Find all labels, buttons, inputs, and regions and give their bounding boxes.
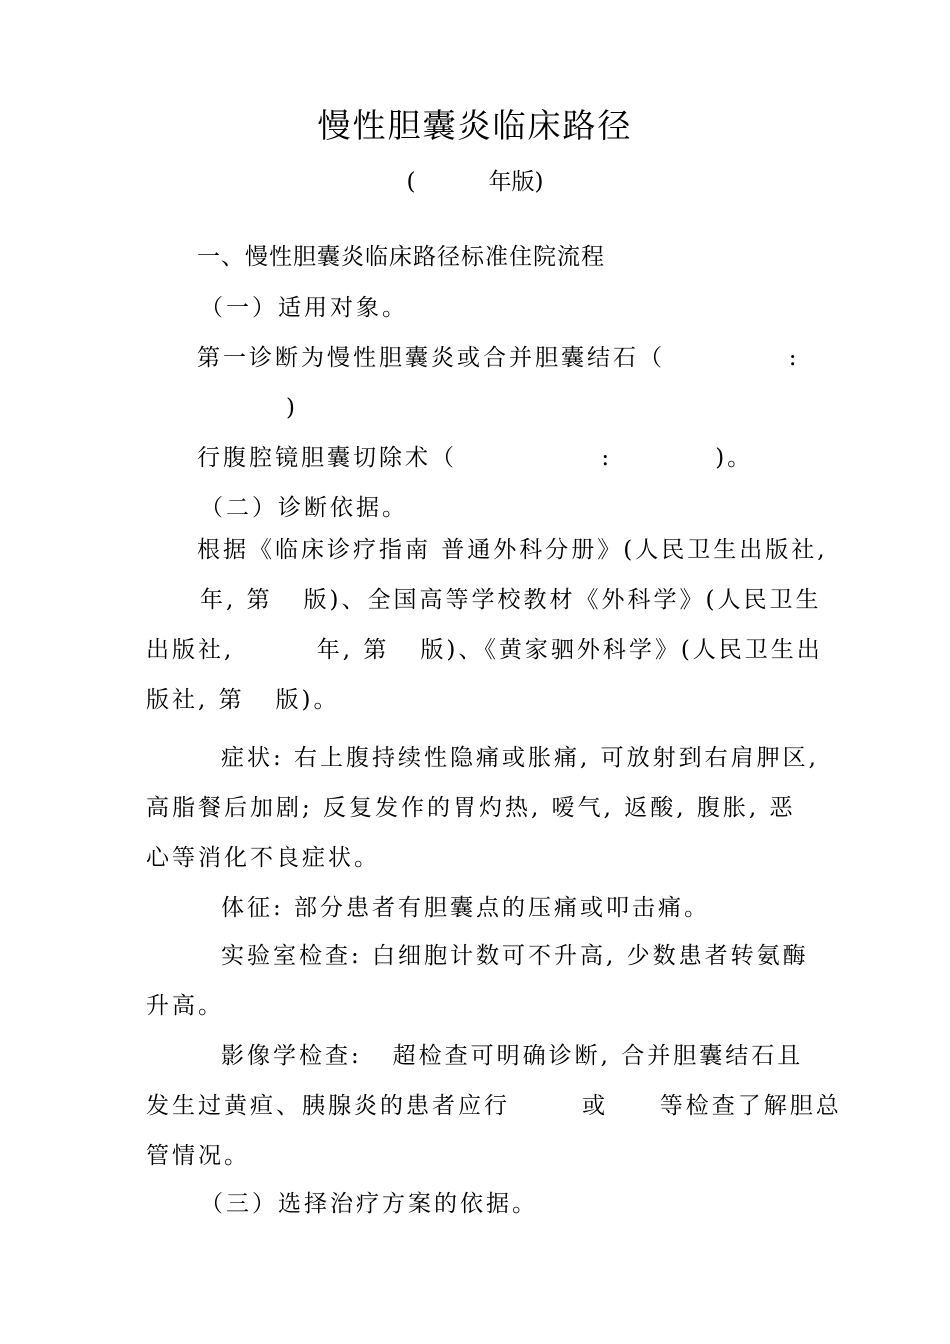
paragraph-line: 发生过黄疸、胰腺炎的患者应行 或 等检查了解胆总 bbox=[146, 1093, 842, 1119]
paragraph-line: 行腹腔镜胆囊切除术（ : )。 bbox=[197, 445, 754, 471]
paragraph-line: 管情况。 bbox=[146, 1143, 250, 1169]
paragraph-line: 症状: 右上腹持续性隐痛或胀痛, 可放射到右肩胛区, bbox=[221, 745, 819, 771]
section-heading-1: 一、慢性胆囊炎临床路径标准住院流程 bbox=[197, 244, 605, 270]
document-title: 慢性胆囊炎临床路径 bbox=[317, 106, 633, 145]
paragraph-line: 第一诊断为慢性胆囊炎或合并胆囊结石（ : bbox=[197, 345, 800, 371]
subsection-heading-3: （三）选择治疗方案的依据。 bbox=[200, 1191, 538, 1217]
paragraph-line: 实验室检查: 白细胞计数可不升高, 少数患者转氨酶 bbox=[221, 943, 809, 969]
paragraph-line: 版社, 第 版)。 bbox=[146, 687, 340, 713]
subsection-heading-1: （一）适用对象。 bbox=[200, 295, 408, 321]
paragraph-line: ) bbox=[286, 395, 298, 421]
paragraph-line: 高脂餐后加剧; 反复发作的胃灼热, 嗳气, 返酸, 腹胀, 恶 bbox=[146, 795, 796, 821]
paragraph-line: 影像学检查: 超检查可明确诊断, 合并胆囊结石且 bbox=[221, 1043, 804, 1069]
paragraph-line: 体征: 部分患者有胆囊点的压痛或叩击痛。 bbox=[221, 895, 711, 921]
edition-year: ( 年版) bbox=[406, 169, 544, 195]
paragraph-line: 出版社, 年, 第 版)、《黄家驷外科学》(人民卫生出 bbox=[146, 637, 823, 663]
subsection-heading-2: （二）诊断依据。 bbox=[200, 495, 408, 521]
paragraph-line: 根据《临床诊疗指南 普通外科分册》(人民卫生出版社, bbox=[197, 537, 828, 563]
paragraph-line: 升高。 bbox=[146, 993, 224, 1019]
paragraph-line: 年, 第 版)、全国高等学校教材《外科学》(人民卫生 bbox=[200, 587, 822, 613]
paragraph-line: 心等消化不良症状。 bbox=[146, 845, 380, 871]
